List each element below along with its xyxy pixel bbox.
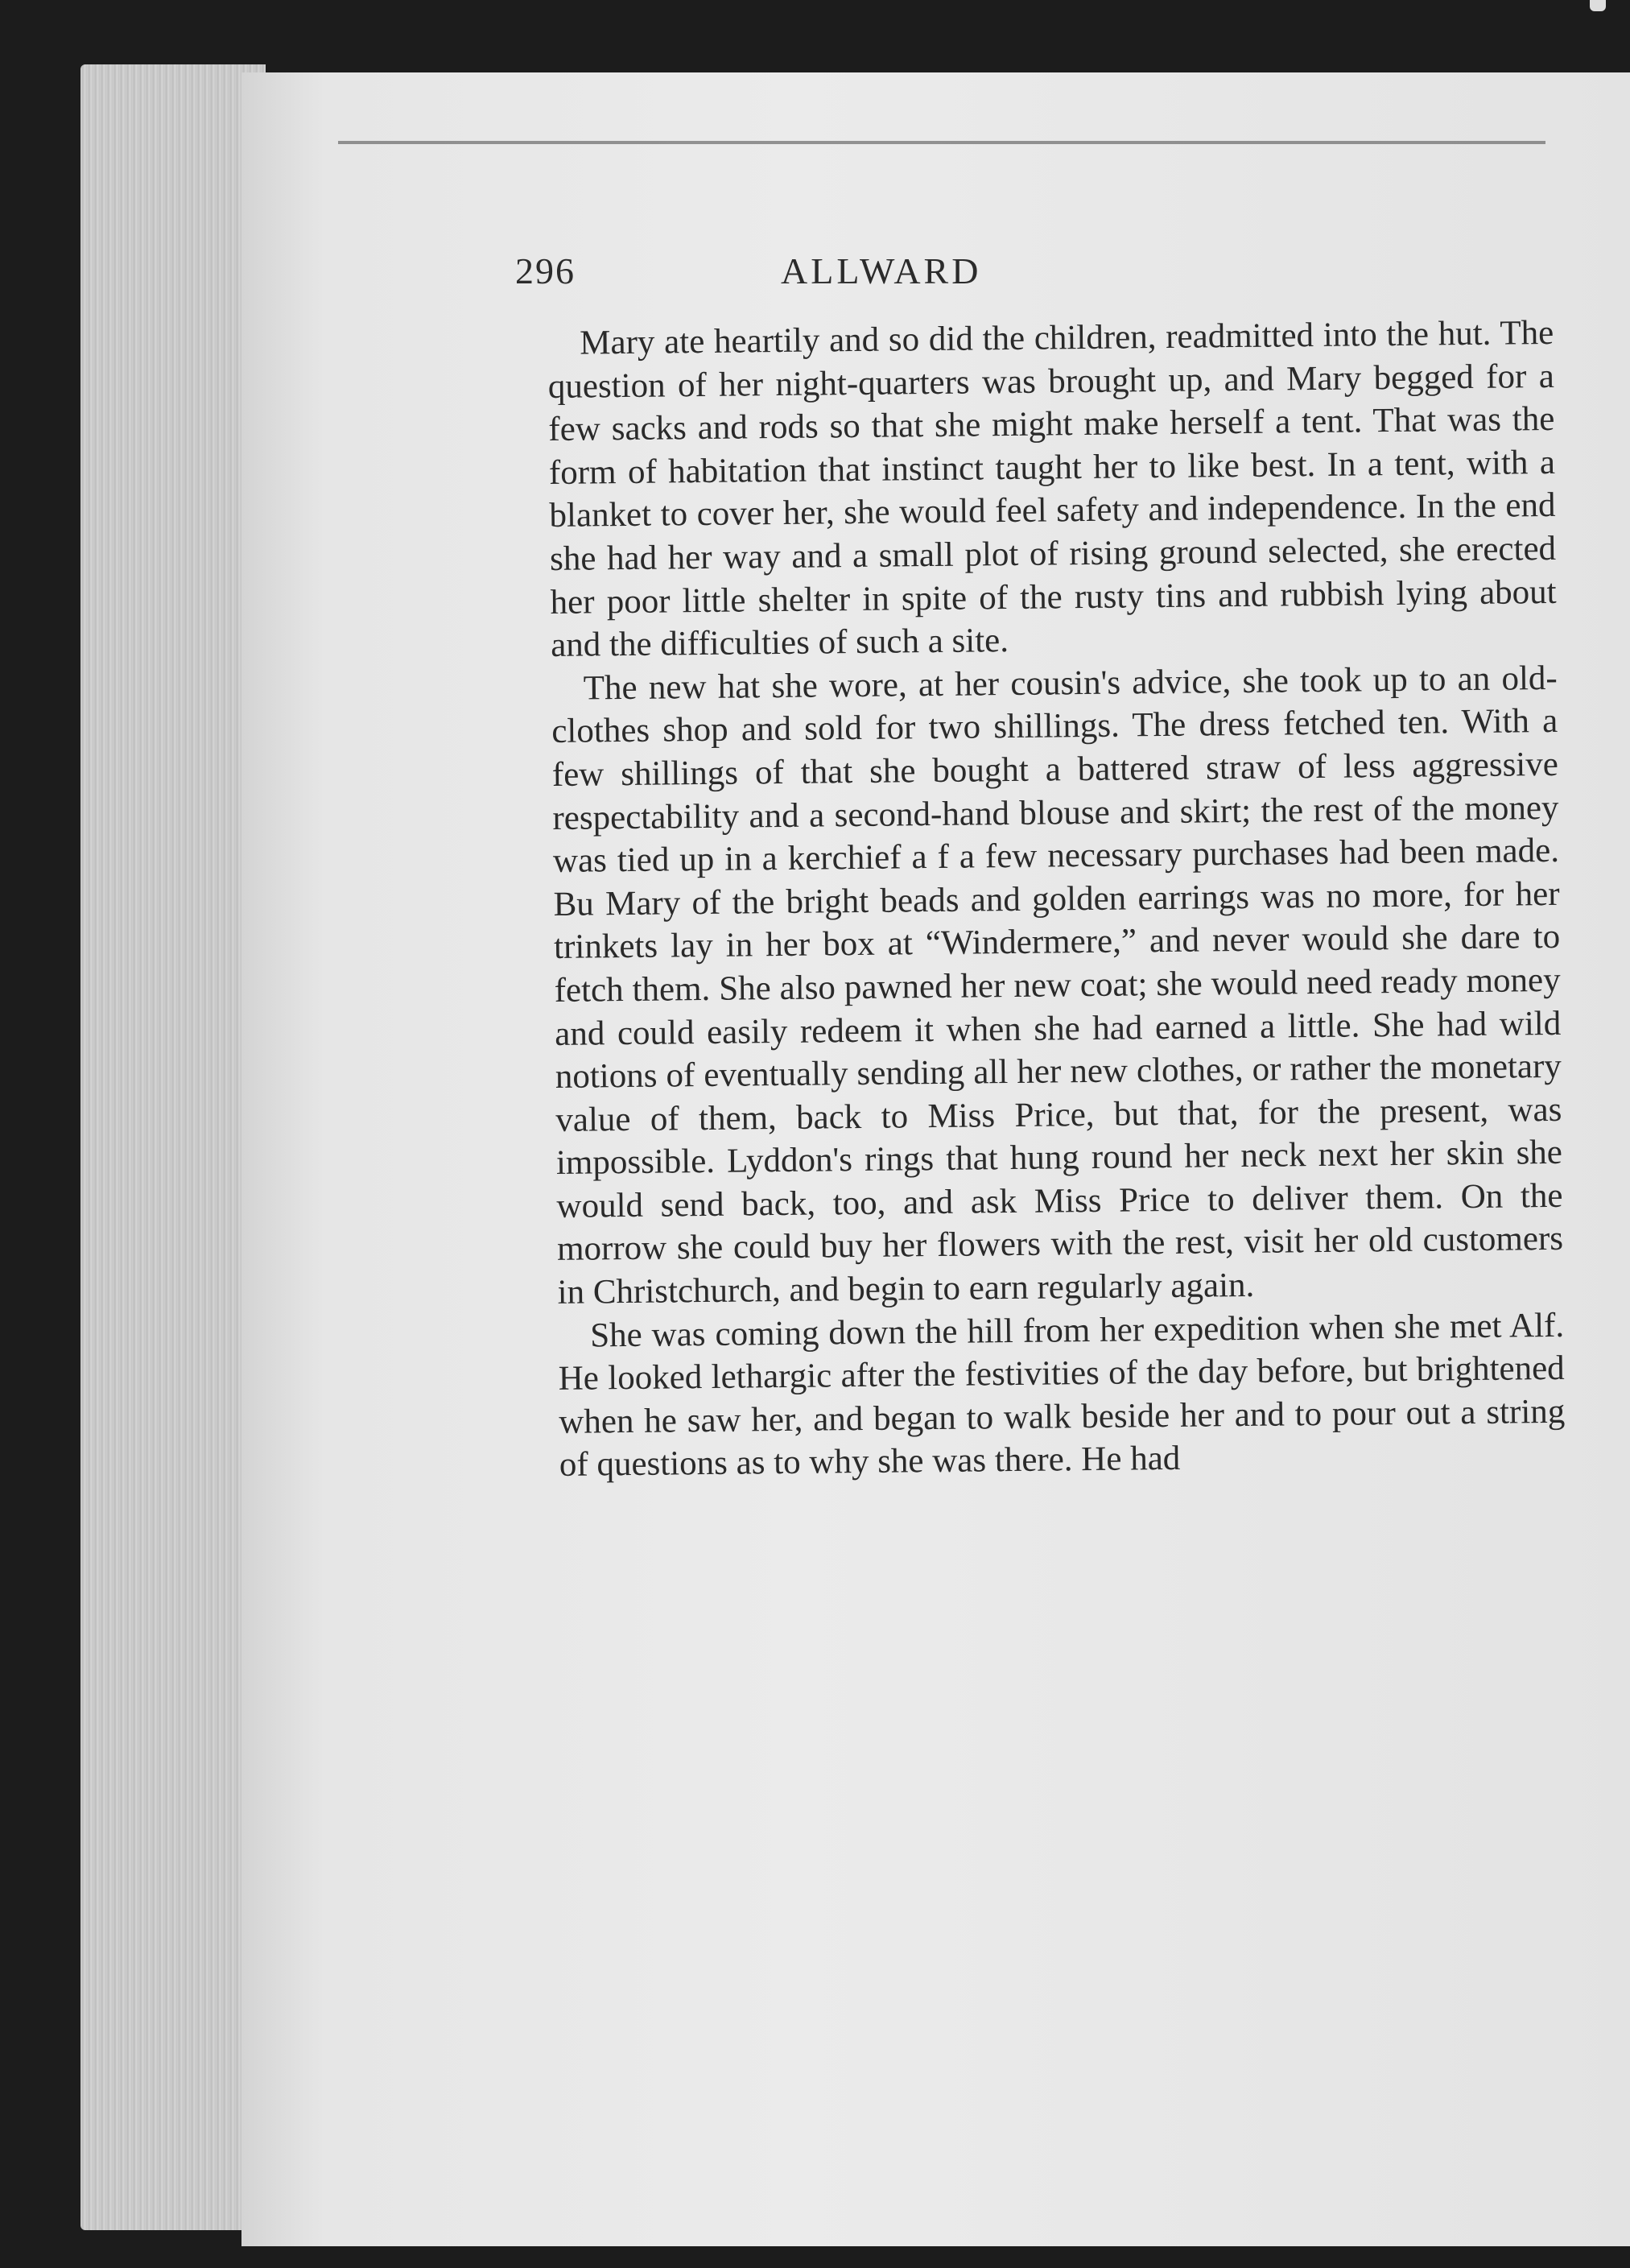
paragraph-1: Mary ate heartily and so did the children, readmitted into the hut. The question of her night-quarters was brought up, and Mary begged for a few sacks and rods so that she might make herself a tent. That was the form of habitation that instinct taught her to like best. In a tent, with a blanket to cover her, she would feel safety and independence. In the end she had her way and a small plot of rising ground selected, she erected her poor little shelter in spite of the rusty tins and rubbish lying about and the difficulties of such a site. xyxy=(547,313,1557,665)
body-text xyxy=(547,312,1566,1487)
paragraph-3: She was coming down the hill from her expedition when she met Alf. He looked lethargic after the festivities of the day before, but brightened when he saw her, and began to walk beside her and to pour out a string of questions as to why she was there. He had xyxy=(558,1306,1566,1485)
page-number: 296 xyxy=(515,250,576,291)
paragraph-2: The new hat she wore, at her cousin's advice, she took up to an old-clothes shop and sold for two shillings. The dress fetched ten. With a few shillings of that she bought a battered straw of less aggressive respectability and a second-hand blouse and skirt; the rest of the money was tied up in a kerchief a f a few necessary purchases had been made. Bu Mary of the bright beads and golden earrings was no more, for her trinkets lay in her box at “Windermere,” and never would she dare to fetch them. She also pawned her new coat; she would need ready money and could easily redeem it when she had earned a little. She had wild notions of eventually sending all her new clothes, or rather the monetary value of them, back to Miss Price, but that, for the present, was impossible. Lyddon's rings that hung round her neck next her skin she would send back, too, and ask Miss Price to deliver them. On the morrow she could buy her flowers with the rest, visit her old customers in Christchurch, and begin to earn regularly again. xyxy=(551,659,1564,1312)
page-top-edge xyxy=(338,141,1545,144)
page-edges xyxy=(80,64,266,2230)
running-title: ALLWARD xyxy=(781,250,982,291)
running-head xyxy=(515,250,1562,314)
scan-corner-mark xyxy=(1590,0,1606,11)
